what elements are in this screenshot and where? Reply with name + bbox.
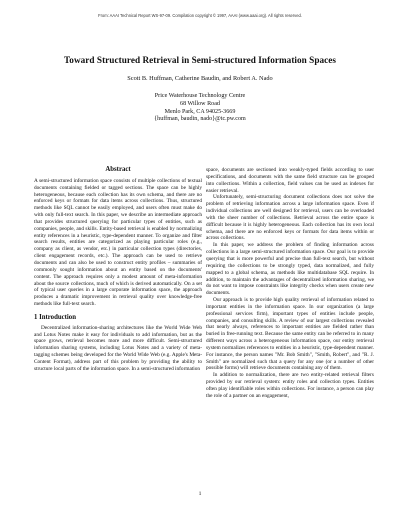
page-number: 1: [198, 491, 202, 497]
affiliation-email: {huffman, baudin, nado}@tc.pw.com: [154, 116, 246, 123]
introduction-paragraph: Decentralized information-sharing architectures like the World Wide Web and Lotus Notes make it easy for individuals to add information, but as the space grows, retrieval becomes more and more difficult. Semi-structured information sharing systems, including Lotus Notes and a variety of meta-tagging schemes being developed for the World Wide Web (e.g. Apple's Meta-Content Format), address part of this problem by providing the ability to structure local parts of the information space. In a semi-structured information: [34, 324, 202, 372]
author-list: Scott B. Huffman, Catherine Baudin, and Robert A. Nado: [127, 75, 273, 82]
abstract-heading: Abstract: [105, 166, 131, 173]
affiliation-block: [0, 93, 400, 124]
affiliation-line: Price Waterhouse Technology Centre: [154, 93, 246, 99]
right-column: [206, 167, 374, 400]
abstract-text: A semi-structured information space consists of multiple collections of textual documents containing fielded or tagged sections. The space can be highly heterogeneous, because each collection has its own schema, and there are no enforced keys or formats for data items across collections. Thus, structured methods like SQL cannot be easily employed, and users often must make do with only full-text search. In this paper, we describe an intermediate approach that provides structured querying for particular types of entities, such as companies, people, and skills. Entity-based retrieval is enabled by normalizing entity references in a heuristic, type-dependent manner. To organize and filter search results, entities are categorized as playing particular roles (e.g., company as client, as vendor, etc.) in particular collection types (directories, client engagement records, etc.). The approach can be used to retrieve documents and can also be used to construct entity profiles – summaries of commonly sought information about an entity based on the documents' content. The approach requires only a modest amount of meta-information about the source collections, much of which is derived automatically. On a set of typical user queries in a large corporate information space, the approach produces a dramatic improvement in retrieval quality over knowledge-free methods like full-text search.: [34, 177, 202, 308]
body-paragraph: Our approach is to provide high quality retrieval of information related to important entities in the information space. In our organization (a large professional services firm), important types of entities include people, companies, and consulting skills. A review of our largest collections revealed that nearly always, references to important entities are fielded rather than buried in free-running text. Because the same entity can be referred to in many different ways across a heterogeneous information space, our entity retrieval system normalizes references to entities in a heuristic, type-dependent manner. For instance, the person names "Mr. Bob Smith", "Smith, Robert", and "R. J. Smith" are normalized such that a query for any one (or a number of other possible forms) will retrieve documents containing any of them.: [206, 297, 374, 372]
affiliation-line: 68 Willow Road: [180, 100, 220, 107]
body-paragraph: Unfortunately, semi-structuring document collections does not solve the problem of retrieving information across a large information space. Even if individual collections are well designed for retrieval, users can be overloaded with the sheer number of collections. Retrieval across the entire space is difficult because it is highly heterogeneous. Each collection has its own local schema, and there are no enforced keys or formats for data items within or across collections.: [206, 194, 374, 242]
introduction-heading: 1 Introduction: [34, 313, 76, 321]
body-paragraph: In this paper, we address the problem of finding information across collections in a large semi-structured information space. Our goal is to provide querying that is more powerful and precise than full-text search, but without requiring the collections to be strongly typed, data normalized, and fully mapped to a global schema, as methods like multidatabase SQL require. In addition, to maintain the advantages of decentralized information sharing, we do not want to impose constraints like integrity checks when users create new documents.: [206, 242, 374, 297]
affiliation-line: Menlo Park, CA 94025-3669: [164, 108, 236, 115]
body-paragraph: space, documents are sectioned into weakly-typed fields according to user specifications, and documents with the same field structure can be grouped into collections. Within a collection, field values can be used as indexes for easier retrieval.: [206, 167, 374, 194]
left-column: [34, 167, 202, 373]
paper-title: Toward Structured Retrieval in Semi-structured Information Spaces: [63, 55, 337, 65]
copyright-note: From: AAAI Technical Report WS-97-09. Compilation copyright © 1997, AAAI (www.aaai.org). All rights reserved.: [98, 13, 302, 18]
body-paragraph: In addition to normalization, there are two entity-related retrieval filters provided by our retrieval system: entity roles and collection types. Entities often play identifiable roles within collections. For instance, a person can play the role of a partner on an engagement,: [206, 372, 374, 399]
